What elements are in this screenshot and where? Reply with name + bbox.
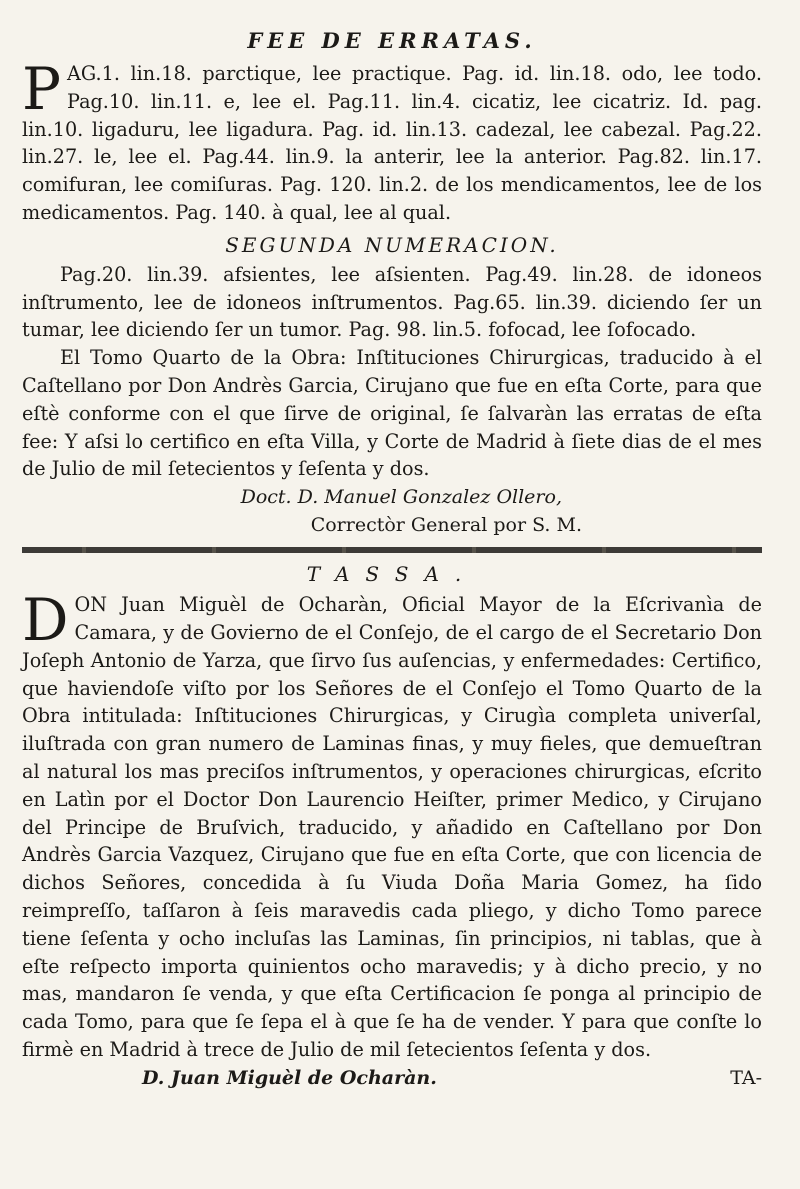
tasa-heading: TASSA. — [306, 562, 478, 587]
tasa-signature: D. Juan Miguèl de Ocharàn. — [142, 1066, 437, 1089]
errata-dropcap: P — [22, 55, 62, 123]
second-numbering-heading: SEGUNDA NUMERACION. — [225, 232, 559, 257]
tasa-dropcap: D — [22, 586, 69, 655]
tasa-closing-line — [22, 1064, 762, 1092]
catchword: TA- — [730, 1066, 762, 1089]
tasa-body — [22, 586, 762, 1064]
divider-rule — [22, 547, 762, 553]
tasa-body-text: ON Juan Miguèl de Ocharàn, Oficial Mayor de la Eſcrivanìa de Camara, y de Govierno de el Conſejo, de el cargo de el Secretario Don Joſeph Antonio de Yarza, que ſirvo ſus auſencias, y enfermedades: Certifico, que haviendoſe viſto por los Señores de el Conſejo el Tomo Quarto de la Obra intitulada: Inſtituciones Chirurgicas, y Cirugìa completa univerſal, iluſtrada con gran numero de Laminas finas, y muy fieles, que demueſtran al natural los mas preciſos inſtrumentos, y operaciones chirurgicas, eſcrito en Latìn por el Doctor Don Laurencio Heiſter, primer Medico, y Cirujano del Principe de Bruſvich, traducido, y añadido en Caſtellano por Don Andrès Garcia Vazquez, Cirujano que fue en eſta Corte, que con licencia de dichos Señores, concedida à ſu Viuda Doña Maria Gomez, ha ſido reimpreſſo, taſſaron à ſeis maravedis cada pliego, y dicho Tomo parece tiene ſeſenta y ocho incluſas las Laminas, ſin principios, ni tablas, que à eſte reſpecto importa quinientos ocho maravedis; y à dicho precio, y no mas, mandaron ſe venda, y que eſta Certificacion ſe ponga al principio de cada Tomo, para que ſe ſepa el à que ſe ha de vender. Y para que conſte lo firmè en Madrid à trece de Julio de mil ſetecientos ſeſenta y dos. — [22, 593, 762, 1061]
errata-second-paragraph: Pag.20. lin.39. afsientes, lee aſsienten. Pag.49. lin.28. de idoneos inſtrumento, lee de idoneos inſtrumentos. Pag.65. lin.39. diciendo ſer un tumar, lee diciendo ſer un tumor. Pag. 98. lin.5. fofocad, lee ſofocado. — [22, 262, 762, 342]
errata-signature-role: Correctòr General por S. M. — [310, 514, 582, 537]
errata-certification: El Tomo Quarto de la Obra: Inſtituciones Chirurgicas, traducido à el Caſtellano por Don Andrès Garcia, Cirujano que fue en eſta Corte, para que eſtè conforme con el que ſirve de original, ſe ſalvaràn las erratas de eſta fee: Y aſsi lo certifico en eſta Villa, y Corte de Madrid à ſiete dias de el mes de Julio de mil ſetecientos y ſeſenta y dos. — [22, 346, 762, 481]
errata-heading: FEE DE ERRATAS. — [247, 28, 537, 53]
errata-first-text: AG.1. lin.18. parctique, lee practique. Pag. id. lin.18. odo, lee todo. Pag.10. lin.11. e, lee el. Pag.11. lin.4. cicatiz, lee cicatriz. Id. pag. lin.10. ligaduru, lee ligadura. Pag. id. lin.13. cadezal, lee cabezal. Pag.22. lin.27. le, lee el. Pag.44. lin.9. la anterir, lee la anterior. Pag.82. lin.17. comifuran, lee comiſuras. Pag. 120. lin.2. de los mendicamentos, lee de los medicamentos. Pag. 140. à qual, lee al qual. — [22, 62, 762, 224]
errata-signature: Doct. D. Manuel Gonzalez Ollero, — [240, 486, 562, 509]
book-page — [22, 0, 762, 1189]
errata-first-paragraph — [22, 55, 762, 227]
